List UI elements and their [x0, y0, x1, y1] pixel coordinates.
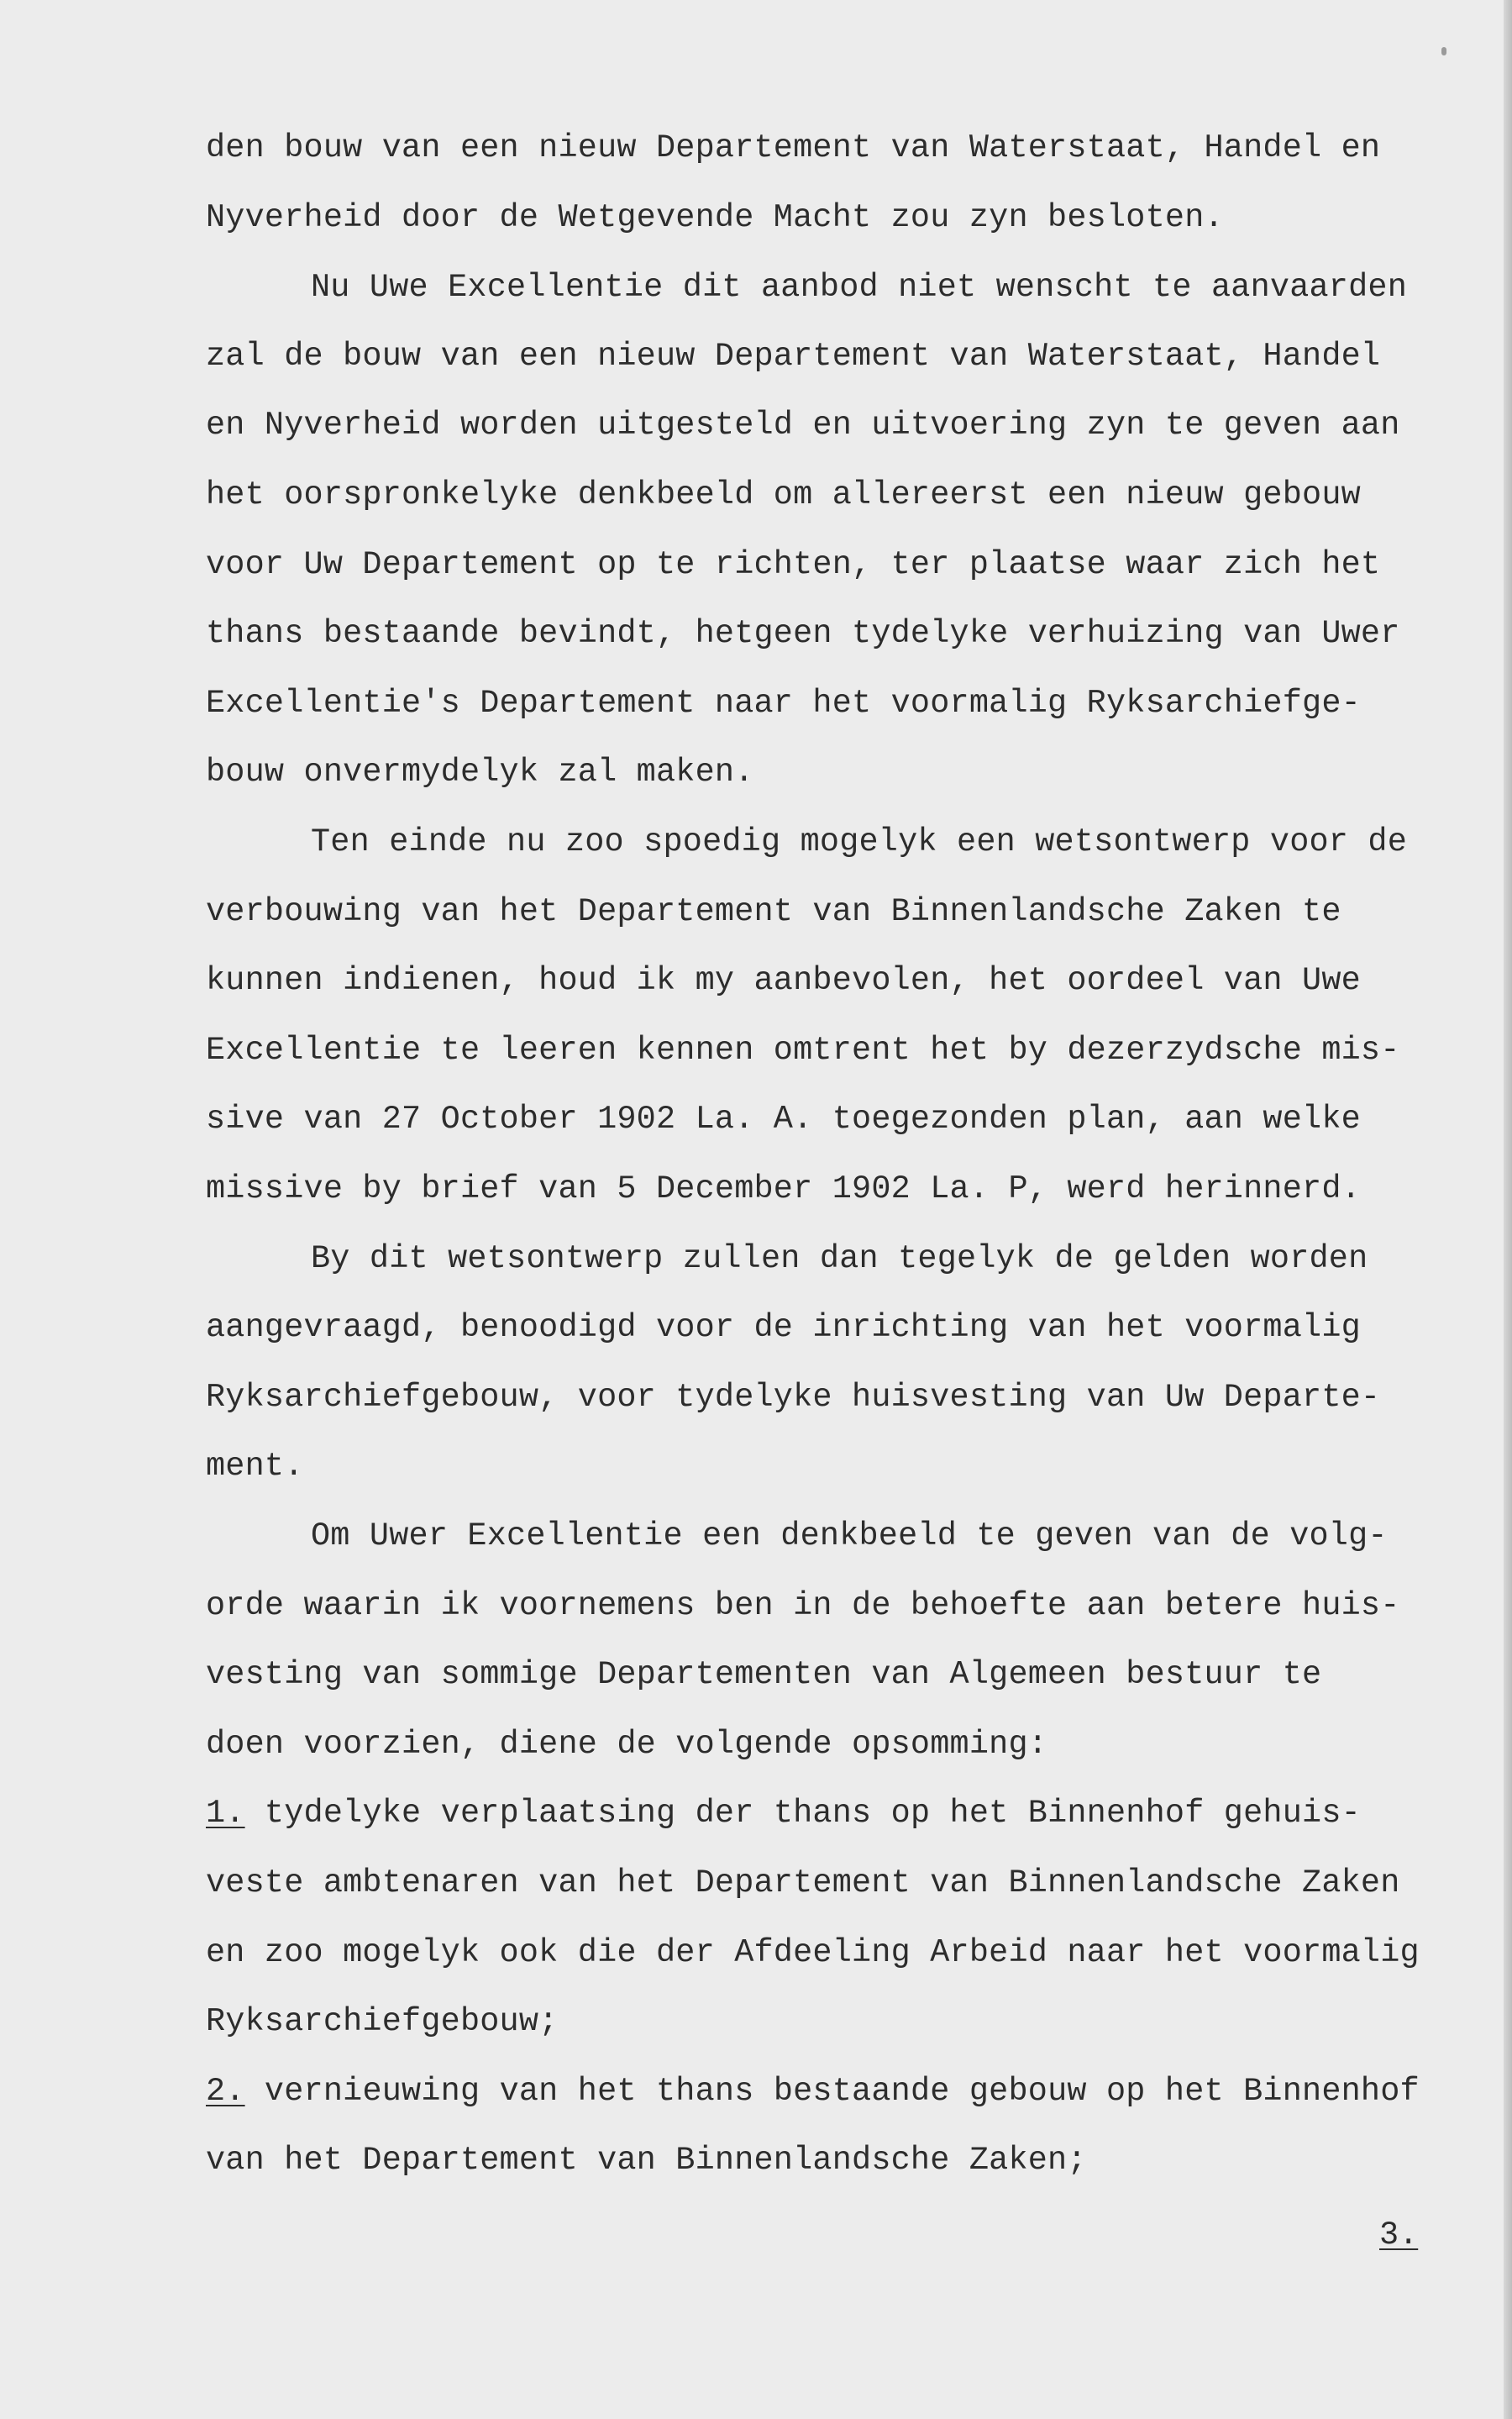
text-line: Ryksarchiefgebouw, voor tydelyke huisvesting van Uw Departe-	[206, 1379, 1381, 1416]
list-item-text: vernieuwing van het thans bestaande gebouw op het Binnenhof	[264, 2073, 1420, 2110]
text-line: sive van 27 October 1902 La. A. toegezonden plan, aan welke	[206, 1101, 1361, 1138]
text-line: vesting van sommige Departementen van Algemeen bestuur te	[206, 1656, 1322, 1693]
page-catchword: 3.	[1379, 2217, 1419, 2253]
text-line: Nu Uwe Excellentie dit aanbod niet wenscht te aanvaarden	[311, 269, 1408, 306]
list-item-text: tydelyke verplaatsing der thans op het Binnenhof gehuis-	[264, 1795, 1361, 1832]
text-line: verbouwing van het Departement van Binnenlandsche Zaken te	[206, 893, 1341, 930]
text-line: orde waarin ik voornemens ben in de behoefte aan betere huis-	[206, 1587, 1400, 1624]
list-item	[206, 1793, 1361, 1833]
text-line: het oorspronkelyke denkbeeld om allereerst een nieuw gebouw	[206, 476, 1361, 513]
text-line: By dit wetsontwerp zullen dan tegelyk de gelden worden	[311, 1240, 1368, 1277]
text-line: doen voorzien, diene de volgende opsomming:	[206, 1726, 1048, 1763]
text-line: Om Uwer Excellentie een denkbeeld te geven van de volg-	[311, 1517, 1388, 1554]
text-line: Excellentie's Departement naar het voormalig Ryksarchiefge-	[206, 685, 1361, 722]
list-item-number: 2.	[206, 2073, 245, 2110]
text-line: den bouw van een nieuw Departement van Waterstaat, Handel en	[206, 129, 1381, 166]
text-line: thans bestaande bevindt, hetgeen tydelyke verhuizing van Uwer	[206, 615, 1400, 652]
text-line: zal de bouw van een nieuw Departement van Waterstaat, Handel	[206, 338, 1381, 375]
text-line: en Nyverheid worden uitgesteld en uitvoering zyn te geven aan	[206, 407, 1400, 444]
text-line: bouw onvermydelyk zal maken.	[206, 754, 754, 791]
text-line: Ryksarchiefgebouw;	[206, 2003, 559, 2040]
list-item	[206, 2071, 1420, 2111]
text-line: kunnen indienen, houd ik my aanbevolen, het oordeel van Uwe	[206, 962, 1361, 999]
list-item-number: 1.	[206, 1795, 245, 1832]
page-edge	[1504, 0, 1512, 2419]
text-line: Nyverheid door de Wetgevende Macht zou zyn besloten.	[206, 199, 1224, 236]
text-line: Excellentie te leeren kennen omtrent het by dezerzydsche mis-	[206, 1032, 1400, 1069]
text-line: voor Uw Departement op te richten, ter plaatse waar zich het	[206, 546, 1381, 583]
text-line: en zoo mogelyk ook die der Afdeeling Arbeid naar het voormalig	[206, 1934, 1420, 1971]
page-speck	[1441, 47, 1446, 55]
text-line: Ten einde nu zoo spoedig mogelyk een wetsontwerp voor de	[311, 823, 1408, 860]
text-line: aangevraagd, benoodigd voor de inrichting van het voormalig	[206, 1309, 1361, 1346]
text-line: van het Departement van Binnenlandsche Zaken;	[206, 2142, 1087, 2179]
text-line: veste ambtenaren van het Departement van Binnenlandsche Zaken	[206, 1864, 1400, 1901]
text-line: missive by brief van 5 December 1902 La. P, werd herinnerd.	[206, 1170, 1361, 1207]
text-line: ment.	[206, 1448, 304, 1485]
